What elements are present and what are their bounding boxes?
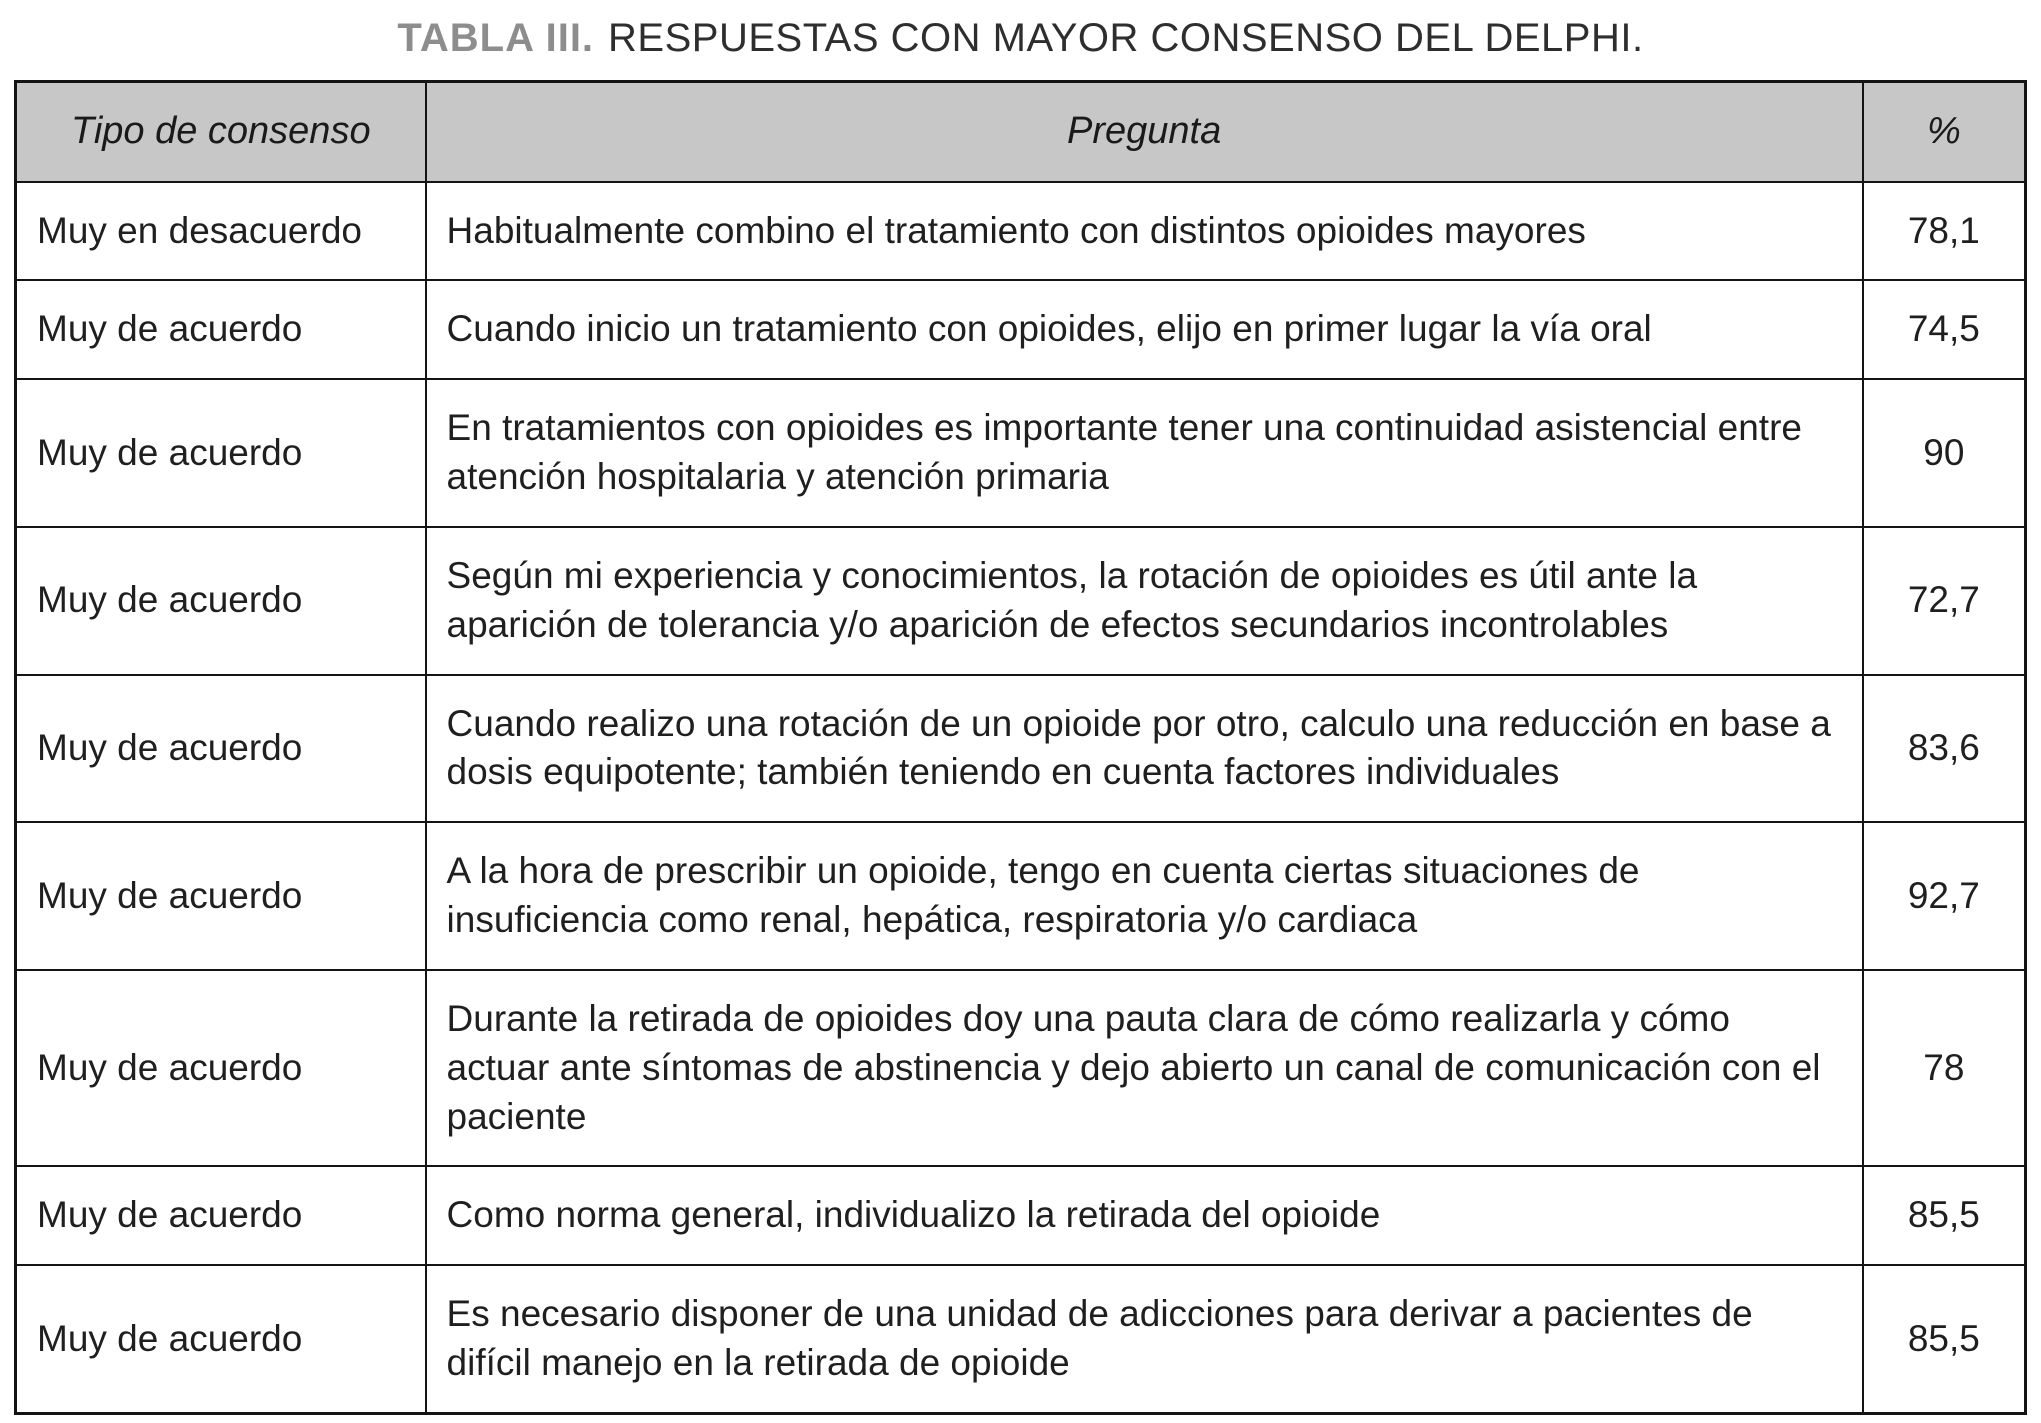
- question-cell: Habitualmente combino el tratamiento con distintos opioides mayores: [426, 182, 1863, 281]
- percent-cell: 72,7: [1863, 527, 2026, 675]
- question-cell: En tratamientos con opioides es importante tener una continuidad asistencial entre atención hospitalaria y atención primaria: [426, 379, 1863, 527]
- percent-cell: 85,5: [1863, 1265, 2026, 1413]
- table-row: [16, 1265, 2026, 1413]
- header-percent: %: [1863, 82, 2026, 182]
- table-row: [16, 822, 2026, 970]
- table-row: [16, 970, 2026, 1166]
- header-tipo-de-consenso: Tipo de consenso: [16, 82, 426, 182]
- consensus-cell: Muy de acuerdo: [16, 970, 426, 1166]
- consensus-cell: Muy de acuerdo: [16, 675, 426, 823]
- consensus-cell: Muy de acuerdo: [16, 280, 426, 379]
- question-cell: Como norma general, individualizo la retirada del opioide: [426, 1166, 1863, 1265]
- question-cell: Durante la retirada de opioides doy una pauta clara de cómo realizarla y cómo actuar ante síntomas de abstinencia y dejo abierto un canal de comunicación con el paciente: [426, 970, 1863, 1166]
- question-cell: Cuando inicio un tratamiento con opioides, elijo en primer lugar la vía oral: [426, 280, 1863, 379]
- consensus-table: [14, 80, 2027, 1415]
- table-row: [16, 280, 2026, 379]
- table-caption: RESPUESTAS CON MAYOR CONSENSO DEL DELPHI.: [608, 16, 1644, 60]
- percent-cell: 83,6: [1863, 675, 2026, 823]
- question-cell: A la hora de prescribir un opioide, tengo en cuenta ciertas situaciones de insuficiencia como renal, hepática, respiratoria y/o cardiaca: [426, 822, 1863, 970]
- header-row: [16, 82, 2026, 182]
- percent-cell: 85,5: [1863, 1166, 2026, 1265]
- table-row: [16, 182, 2026, 281]
- header-pregunta: Pregunta: [426, 82, 1863, 182]
- consensus-cell: Muy en desacuerdo: [16, 182, 426, 281]
- percent-cell: 74,5: [1863, 280, 2026, 379]
- consensus-cell: Muy de acuerdo: [16, 1166, 426, 1265]
- table-row: [16, 527, 2026, 675]
- table-number-label: TABLA III.: [397, 16, 595, 60]
- consensus-cell: Muy de acuerdo: [16, 1265, 426, 1413]
- table-row: [16, 379, 2026, 527]
- percent-cell: 90: [1863, 379, 2026, 527]
- question-cell: Es necesario disponer de una unidad de adicciones para derivar a pacientes de difícil manejo en la retirada de opioide: [426, 1265, 1863, 1413]
- table-title: [0, 0, 2041, 60]
- question-cell: Cuando realizo una rotación de un opioide por otro, calculo una reducción en base a dosis equipotente; también teniendo en cuenta factores individuales: [426, 675, 1863, 823]
- consensus-cell: Muy de acuerdo: [16, 379, 426, 527]
- table-row: [16, 675, 2026, 823]
- table-row: [16, 1166, 2026, 1265]
- percent-cell: 78: [1863, 970, 2026, 1166]
- percent-cell: 78,1: [1863, 182, 2026, 281]
- consensus-cell: Muy de acuerdo: [16, 527, 426, 675]
- percent-cell: 92,7: [1863, 822, 2026, 970]
- consensus-cell: Muy de acuerdo: [16, 822, 426, 970]
- question-cell: Según mi experiencia y conocimientos, la rotación de opioides es útil ante la aparición de tolerancia y/o aparición de efectos secundarios incontrolables: [426, 527, 1863, 675]
